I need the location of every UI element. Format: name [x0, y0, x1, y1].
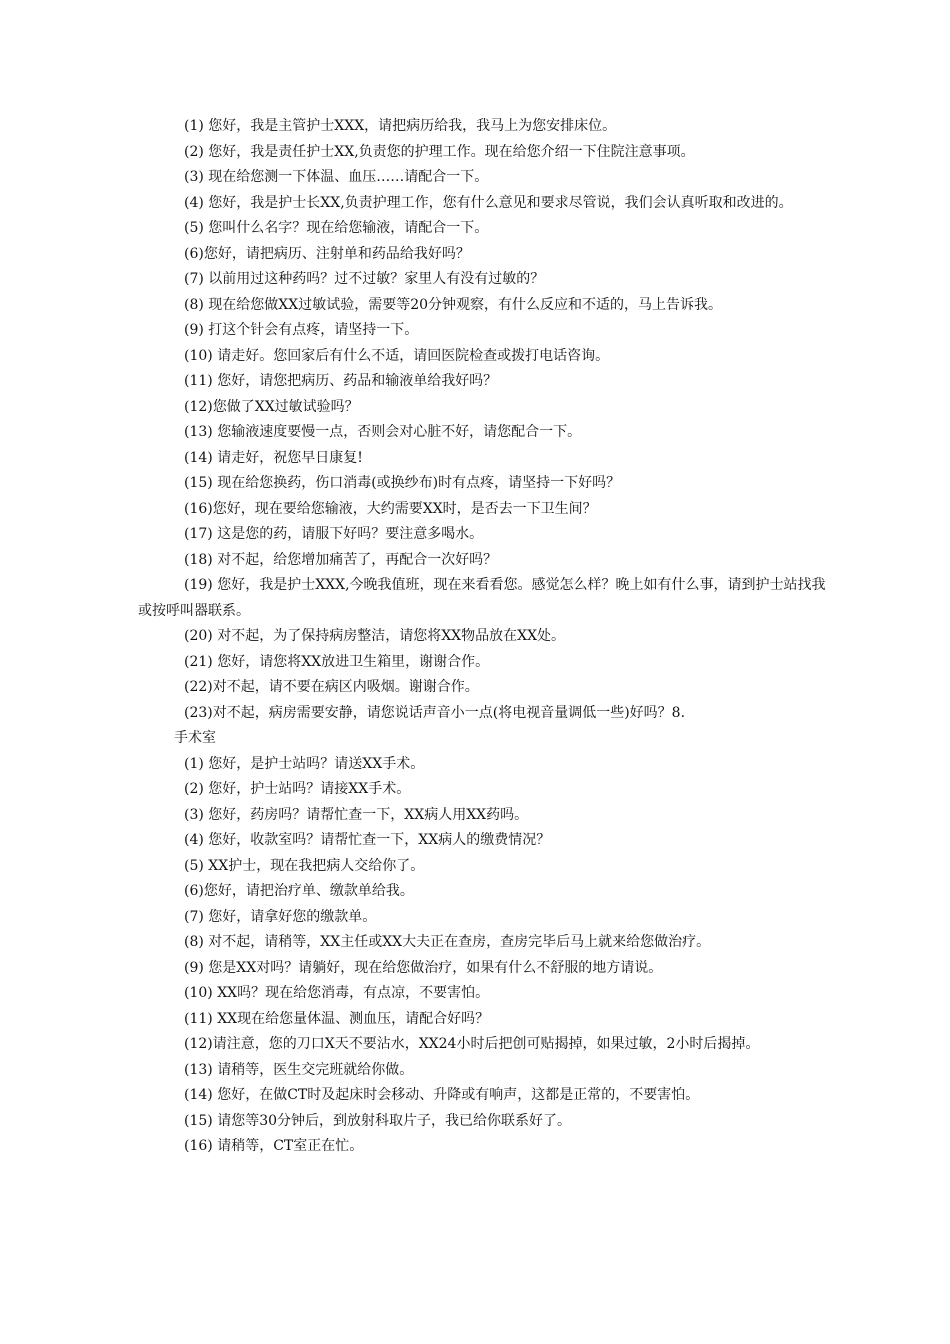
list-item: (17) 这是您的药，请服下好吗？要注意多喝水。 [184, 526, 484, 542]
list-item: (9) 您是XX对吗？请躺好，现在给您做治疗，如果有什么不舒服的地方请说。 [184, 959, 663, 976]
list-item: (2) 您好，护士站吗？请接XX手术。 [184, 781, 411, 797]
list-item: (3) 您好，药房吗？请帮忙查一下，XX病人用XX药吗。 [184, 806, 529, 823]
list-item: (5) XX护士，现在我把病人交给你了。 [184, 857, 425, 874]
list-item: (19) 您好，我是护士XXX,今晚我值班，现在来看看您。感觉怎么样？晚上如有什么事，请到护士站找我或按呼叫器联系。 [138, 577, 826, 619]
list-item: (4) 您好，我是护士长XX,负责护理工作，您有什么意见和要求尽管说，我们会认真听取和改进的。 [184, 194, 793, 211]
list-item: (9) 打这个针会有点疼，请坚持一下。 [184, 322, 419, 338]
list-item: (13) 您输液速度要慢一点，否则会对心脏不好，请您配合一下。 [184, 424, 582, 440]
list-item: (13) 请稍等，医生交完班就给你做。 [184, 1061, 414, 1078]
list-item: (6)您好，请把病历、注射单和药品给我好吗？ [184, 245, 470, 262]
list-item: (7) 以前用过这种药吗？过不过敏？家里人有没有过敏的？ [184, 271, 545, 287]
list-item: (12)您做了XX过敏试验吗？ [184, 398, 359, 415]
list-item: (5) 您叫什么名字？现在给您输液，请配合一下。 [184, 220, 489, 236]
list-item: (16) 请稍等，CT室正在忙。 [184, 1138, 364, 1154]
list-item: (3) 现在给您测一下体温、血压……请配合一下。 [184, 169, 489, 185]
list-item: (8) 对不起，请稍等，XX主任或XX大夫正在查房，查房完毕后马上就来给您做治疗。 [184, 934, 711, 950]
list-item: (1) 您好，是护士站吗？请送XX手术。 [184, 755, 425, 772]
list-item: (11) XX现在给您量体温、测血压，请配合好吗？ [184, 1010, 490, 1027]
list-item: (21) 您好，请您将XX放进卫生箱里，谢谢合作。 [184, 653, 490, 670]
list-item: (18) 对不起，给您增加痛苦了，再配合一次好吗？ [184, 551, 498, 568]
list-item: (8) 现在给您做XX过敏试验，需要等20分钟观察，有什么反应和不适的，马上告诉我。 [184, 296, 723, 313]
list-item: (14) 您好，在做CT时及起床时会移动、升降或有响声，这都是正常的，不要害怕。 [184, 1087, 700, 1103]
list-item: (7) 您好，请拿好您的缴款单。 [184, 908, 377, 925]
section-heading-operating-room: 手术室 [174, 730, 216, 746]
list-item: (4) 您好，收款室吗？请帮忙查一下，XX病人的缴费情况？ [184, 832, 551, 848]
list-item: (23)对不起，病房需要安静，请您说话声音小一点(将电视音量调低一些)好吗？8. [184, 704, 686, 721]
list-item: (12)请注意，您的刀口X天不要沾水，XX24小时后把创可贴揭掉，如果过敏，2小时后揭掉。 [184, 1036, 760, 1052]
list-item: (1) 您好，我是主管护士XXX，请把病历给我，我马上为您安排床位。 [184, 118, 617, 134]
list-item: (20) 对不起，为了保持病房整洁，请您将XX物品放在XX处。 [184, 628, 566, 644]
list-item: (10) XX吗？现在给您消毒，有点凉，不要害怕。 [184, 985, 490, 1001]
list-item: (10) 请走好。您回家后有什么不适，请回医院检查或拨打电话咨询。 [184, 347, 610, 364]
list-item: (2) 您好，我是责任护士XX,负责您的护理工作。现在给您介绍一下住院注意事项。 [184, 143, 695, 160]
section-operating-room-phrases [138, 752, 828, 1160]
list-item: (11) 您好，请您把病历、药品和输液单给我好吗？ [184, 373, 498, 389]
list-item: (16)您好，现在要给您输液，大约需要XX时，是否去一下卫生间？ [184, 500, 597, 517]
list-item: (15) 现在给您换药，伤口消毒(或换纱布)时有点疼，请坚持一下好吗？ [184, 475, 621, 491]
list-item: (15) 请您等30分钟后，到放射科取片子，我已给你联系好了。 [184, 1112, 572, 1129]
list-item: (22)对不起，请不要在病区内吸烟。谢谢合作。 [184, 679, 479, 695]
list-item: (14) 请走好，祝您早日康复! [184, 449, 363, 466]
document-body [138, 114, 828, 1160]
section-ward-phrases [138, 114, 828, 726]
list-item: (6)您好，请把治疗单、缴款单给我。 [184, 883, 414, 899]
